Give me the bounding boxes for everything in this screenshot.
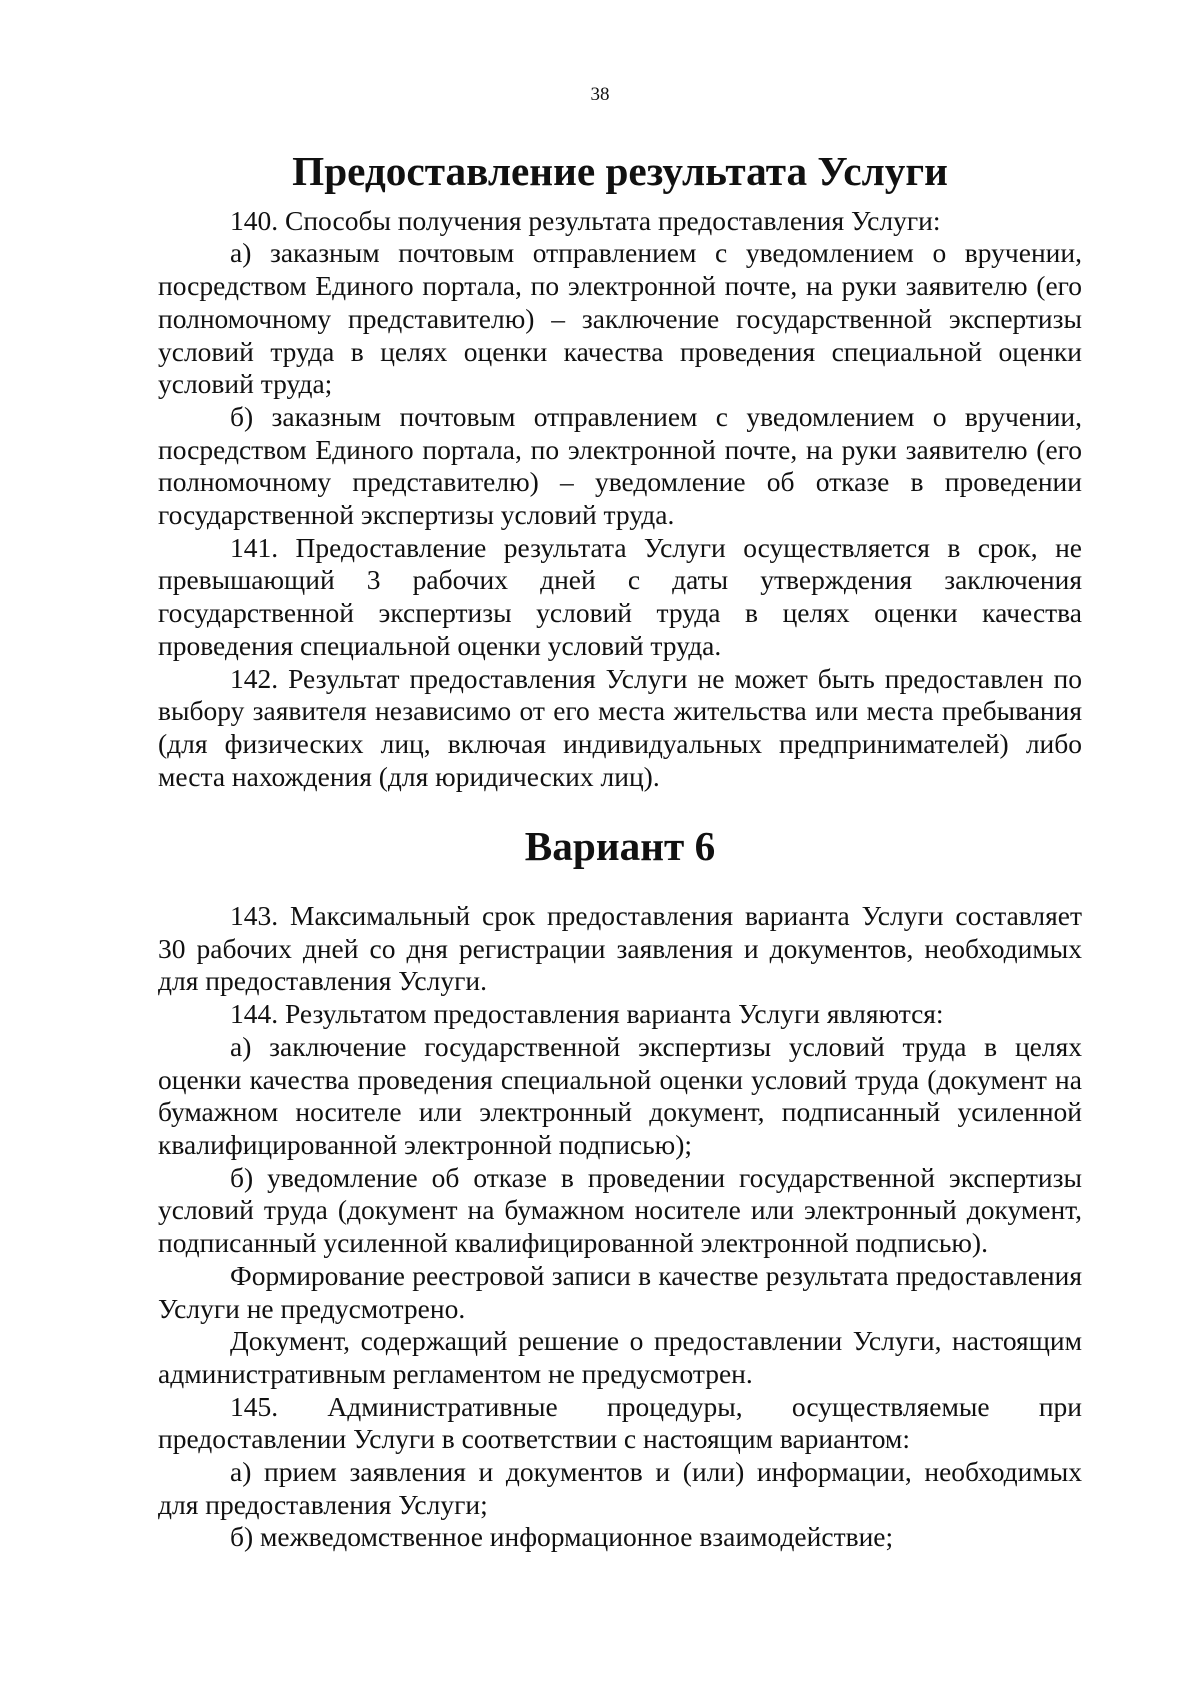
paragraph-142: 142. Результат предоставления Услуги не может быть предоставлен по выбору заявителя независимо от его места жительства или места пребывания (для физических лиц, включая индивидуальных предпринимателей) либо места нахождения (для юридических лиц). (158, 662, 1082, 792)
paragraph-145-b: б) межведомственное информационное взаимодействие; (230, 1521, 894, 1553)
page-number: 38 (590, 84, 610, 105)
paragraph-141: 141. Предоставление результата Услуги осуществляется в срок, не превышающий 3 рабочих дней с даты утверждения заключения государственной экспертизы условий труда в целях оценки качества проведения специальной оценки условий труда. (158, 531, 1082, 661)
paragraph-decision-document: Документ, содержащий решение о предоставлении Услуги, настоящим административным регламентом не предусмотрен. (158, 1325, 1082, 1389)
paragraph-144-a: а) заключение государственной экспертизы условий труда в целях оценки качества проведения специальной оценки условий труда (документ на бумажном носителе или электронный документ, подписанный усиленной квалифицированной электронной подписью); (158, 1030, 1082, 1160)
paragraph-145-a: а) прием заявления и документов и (или) информации, необходимых для предоставления Услуги; (158, 1456, 1082, 1520)
paragraph-145: 145. Административные процедуры, осуществляемые при предоставлении Услуги в соответствии с настоящим вариантом: (158, 1390, 1082, 1455)
paragraph-140: 140. Способы получения результата предоставления Услуги: (230, 204, 941, 236)
section-heading-variant-6: Вариант 6 (524, 823, 716, 870)
document-body (158, 148, 1082, 1554)
paragraph-143: 143. Максимальный срок предоставления варианта Услуги составляет 30 рабочих дней со дня регистрации заявления и документов, необходимых для предоставления Услуги. (158, 900, 1082, 997)
paragraph-144: 144. Результатом предоставления варианта Услуги являются: (230, 998, 944, 1030)
section-heading-result: Предоставление результата Услуги (292, 148, 948, 194)
paragraph-144-b: б) уведомление об отказе в проведении государственной экспертизы условий труда (документ на бумажном носителе или электронный документ, подписанный усиленной квалифицированной электронной подписью). (158, 1161, 1082, 1259)
paragraph-140-a: а) заказным почтовым отправлением с уведомлением о вручении, посредством Единого портала, по электронной почте, на руки заявителю (его полномочному представителю) – заключение государственной экспертизы условий труда в целях оценки качества проведения специальной оценки условий труда; (158, 237, 1082, 400)
paragraph-140-b: б) заказным почтовым отправлением с уведомлением о вручении, посредством Единого портала, по электронной почте, на руки заявителю (его полномочному представителю) – уведомление об отказе в проведении государственной экспертизы условий труда. (158, 400, 1082, 531)
paragraph-registry-record: Формирование реестровой записи в качестве результата предоставления Услуги не предусмотрено. (158, 1259, 1082, 1324)
